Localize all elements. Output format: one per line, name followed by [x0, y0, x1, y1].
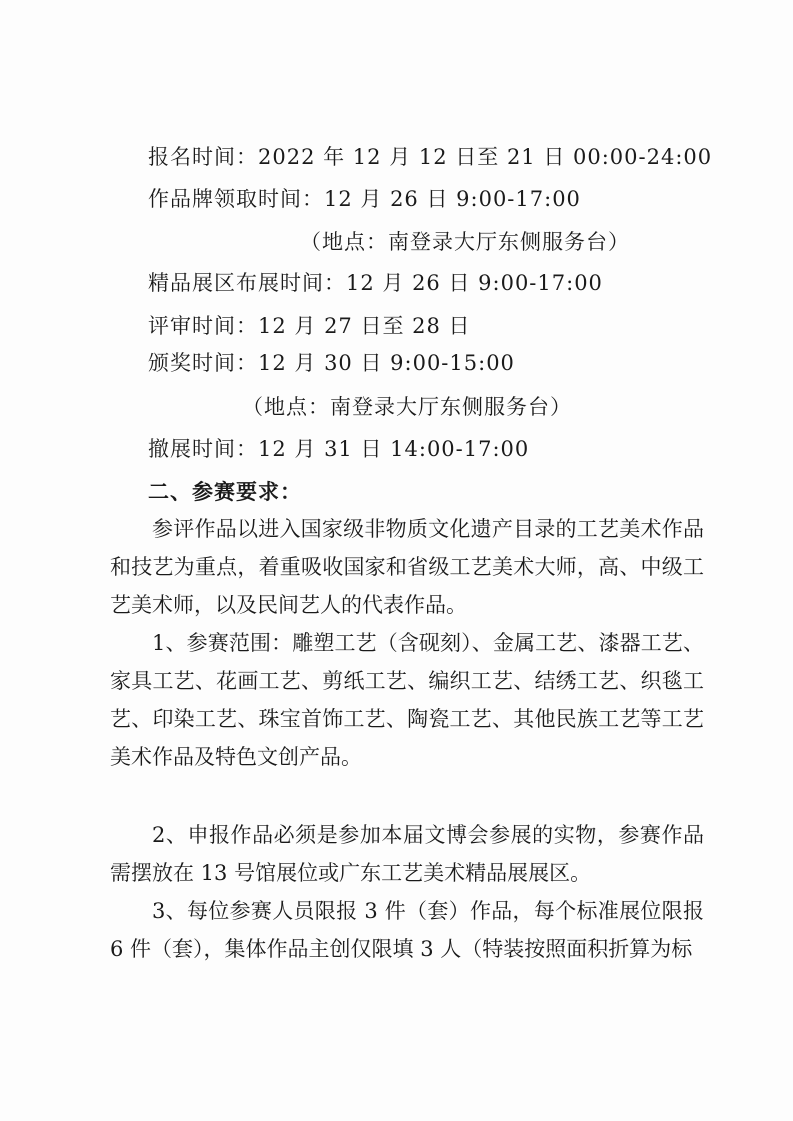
section-heading: 二、参赛要求： [148, 480, 302, 504]
requirement-item-1: 1、参赛范围：雕塑工艺（含砚刻）、金属工艺、漆器工艺、家具工艺、花画工艺、剪纸工艺、编织工艺、结绣工艺、织毯工艺、印染工艺、珠宝首饰工艺、陶瓷工艺、其他民族工艺等工艺美术作品及特色文创产品。 [110, 631, 704, 769]
badge-pickup-location: （地点：南登录大厅东侧服务台） [300, 230, 630, 254]
requirement-item-2: 2、申报作品必须是参加本届文博会参展的实物，参赛作品需摆放在 13 号馆展位或广东工艺美术精品展展区。 [110, 823, 704, 885]
award-time: 颁奖时间：12 月 30 日 9:00-15:00 [148, 351, 515, 375]
teardown-time: 撤展时间：12 月 31 日 14:00-17:00 [148, 437, 530, 461]
award-location: （地点：南登录大厅东侧服务台） [242, 395, 572, 419]
judging-time: 评审时间：12 月 27 日至 28 日 [148, 314, 471, 338]
exhibit-setup-time: 精品展区布展时间：12 月 26 日 9:00-17:00 [148, 271, 603, 295]
badge-pickup-time: 作品牌领取时间：12 月 26 日 9:00-17:00 [148, 187, 581, 211]
intro-paragraph: 参评作品以进入国家级非物质文化遗产目录的工艺美术作品和技艺为重点，着重吸收国家和省级工艺美术大师，高、中级工艺美术师，以及民间艺人的代表作品。 [110, 517, 704, 617]
registration-time: 报名时间：2022 年 12 月 12 日至 21 日 00:00-24:00 [148, 145, 713, 169]
requirement-item-3: 3、每位参赛人员限报 3 件（套）作品，每个标准展位限报 6 件（套），集体作品主创仅限填 3 人（特装按照面积折算为标 [110, 899, 704, 961]
